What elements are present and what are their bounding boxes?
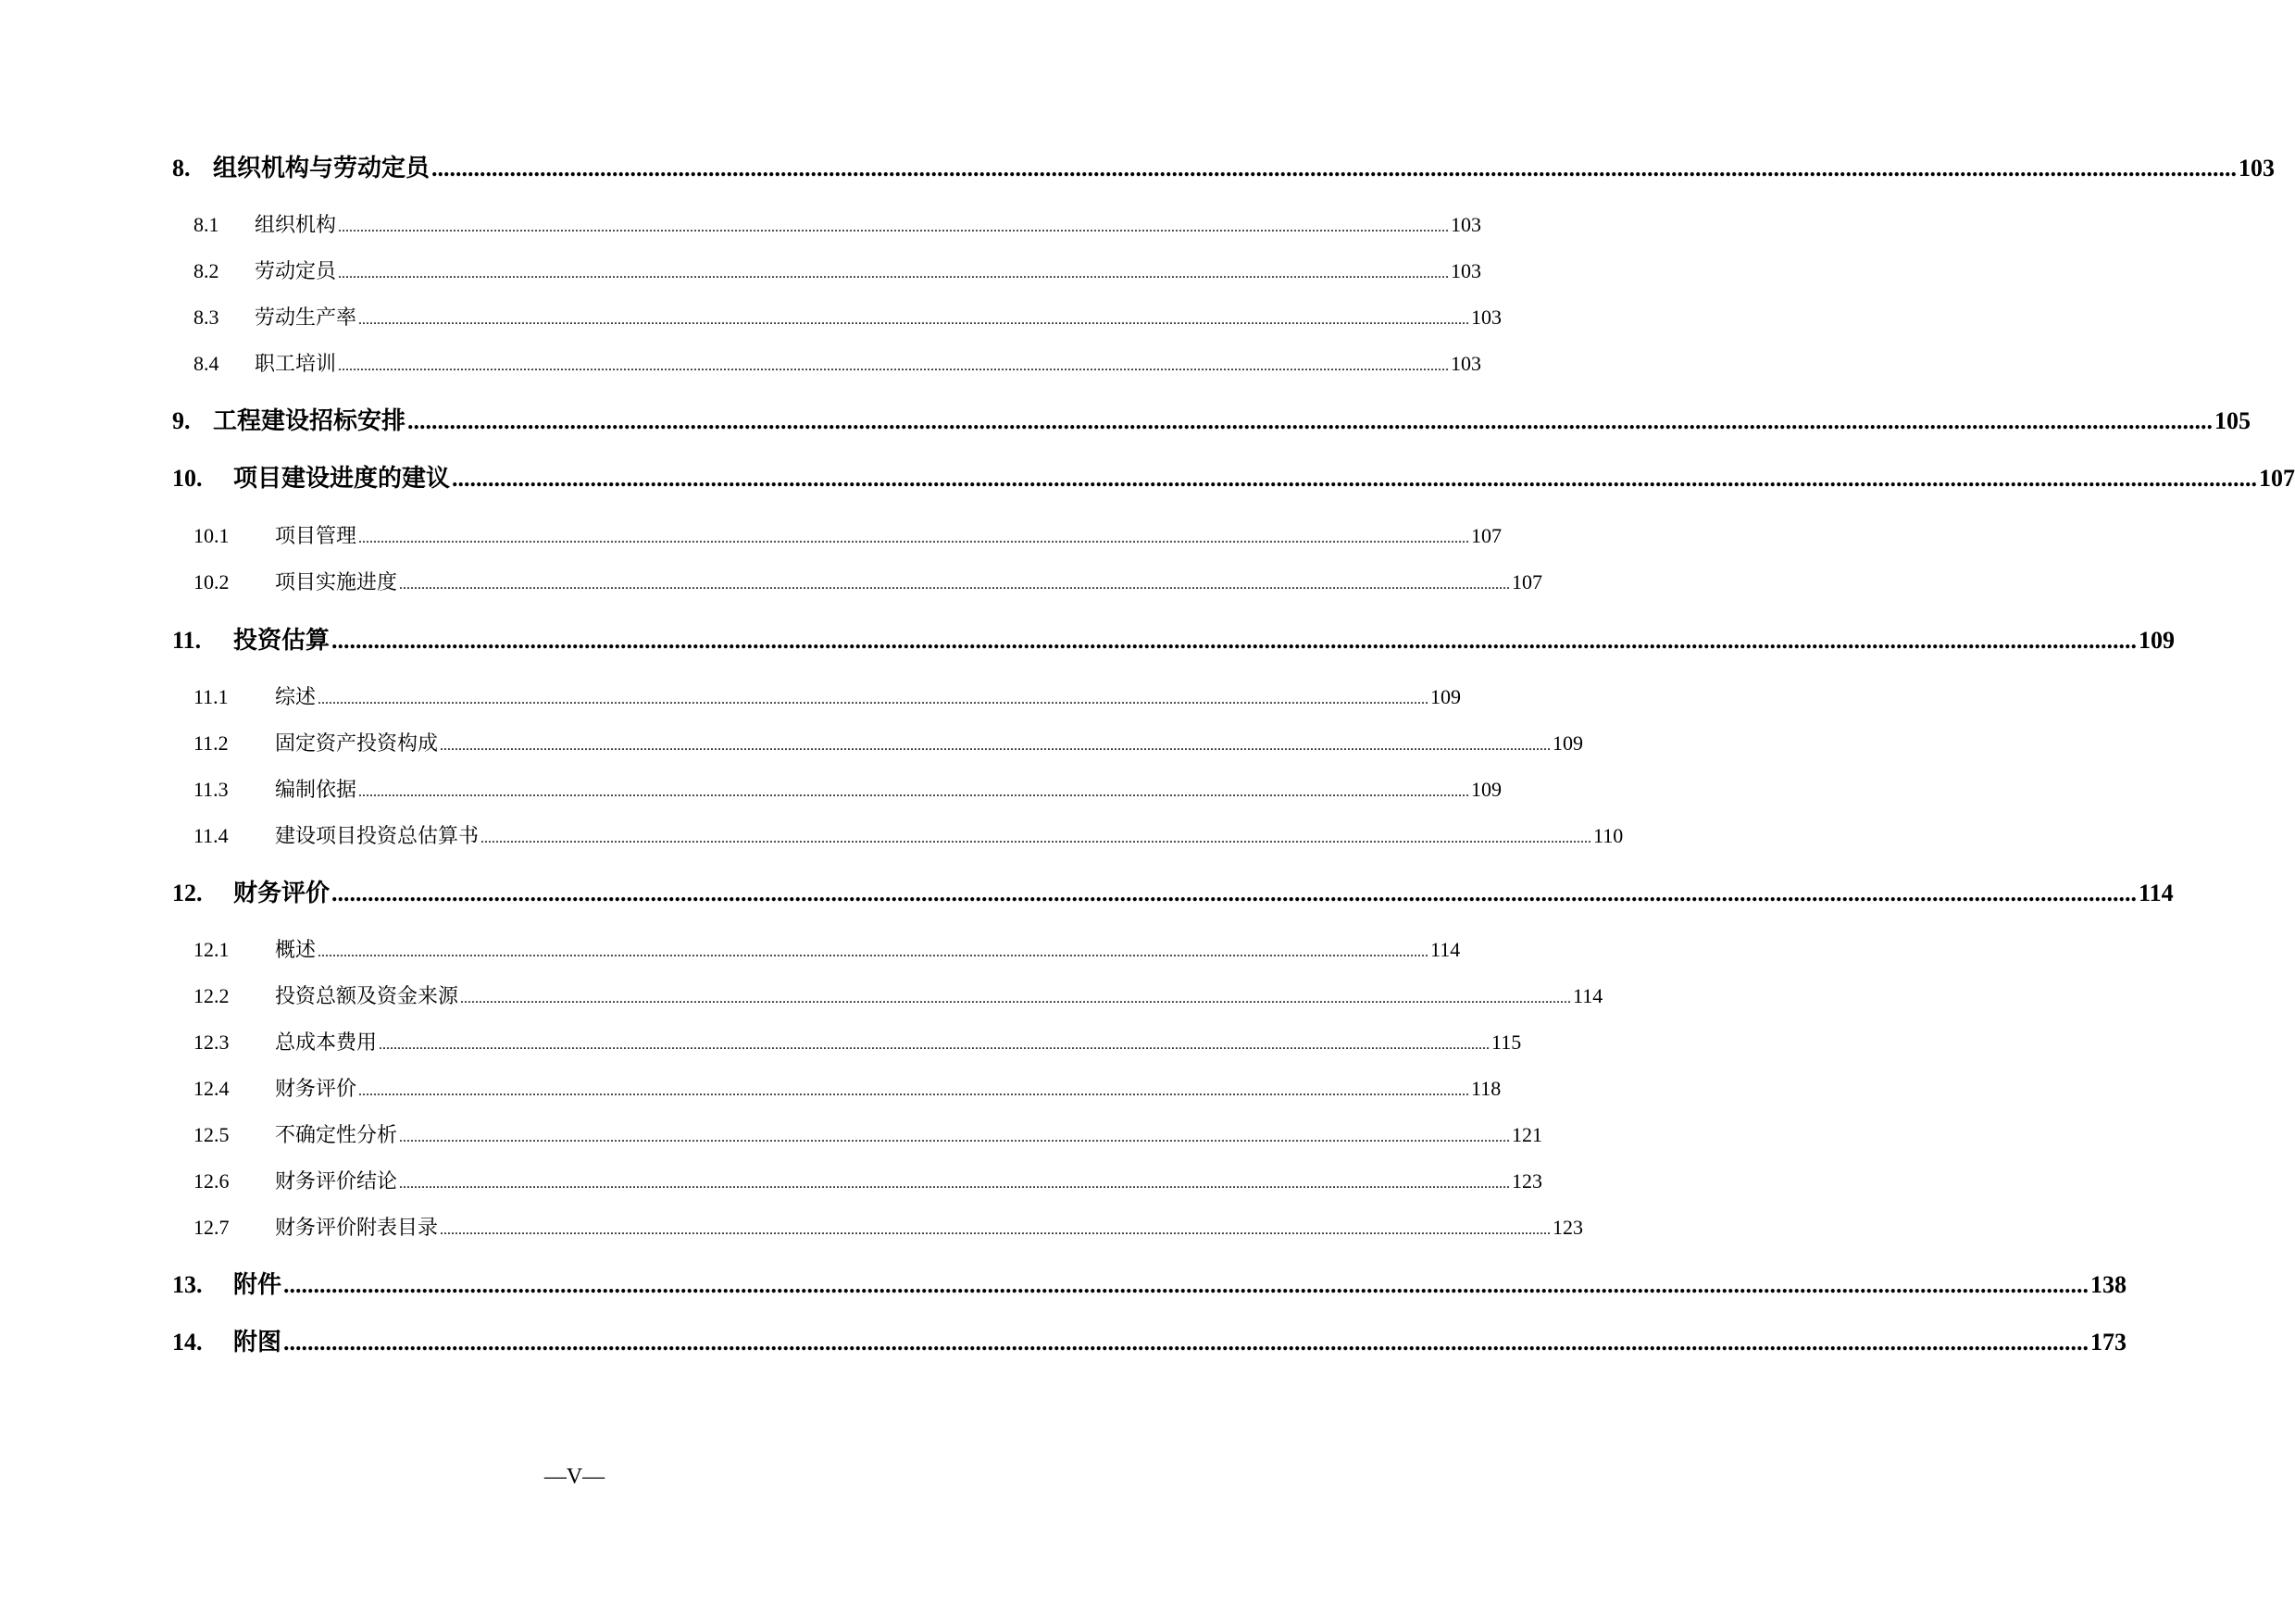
toc-entry-title: 附件 — [233, 1271, 282, 1298]
toc-entry-page-number: 109 — [2139, 627, 2176, 654]
toc-entry-page-number: 115 — [1491, 1031, 1522, 1054]
toc-dot-leader: ............................................................................................................................................................................................................................................................................................................ — [399, 1130, 1511, 1145]
toc-entry-page-number: 173 — [2090, 1329, 2127, 1355]
toc-dot-leader: ............................................................................................................................................................................................................................................................................................................ — [318, 692, 1429, 707]
toc-entry-title: 固定资产投资构成 — [275, 731, 439, 755]
toc-dot-leader: ............................................................................................................................................................................................................................................................................................................ — [440, 1222, 1552, 1238]
page-number-footer: —V— — [543, 1465, 605, 1489]
toc-entry-number: 13. — [172, 1271, 203, 1298]
toc-entry-number: 12.7 — [193, 1216, 230, 1239]
toc-chapter-entry[interactable] — [172, 625, 2176, 656]
toc-entry-title: 项目管理 — [275, 524, 357, 547]
toc-dot-leader: ............................................................................................................................................................................................................................................................................................................ — [431, 155, 2238, 181]
toc-entry-number: 11.1 — [193, 685, 229, 708]
toc-entry-number: 12.6 — [193, 1169, 230, 1193]
toc-entry-page-number: 103 — [2239, 155, 2276, 181]
toc-section-entry[interactable] — [193, 568, 1543, 596]
toc-dot-leader: ............................................................................................................................................................................................................................................................................................................ — [358, 784, 1470, 800]
toc-entry-number: 12.4 — [193, 1077, 230, 1100]
toc-section-entry[interactable] — [193, 350, 1482, 378]
toc-entry-number: 12.3 — [193, 1031, 230, 1054]
toc-dot-leader: ............................................................................................................................................................................................................................................................................................................ — [331, 880, 2138, 906]
toc-entry-title: 财务评价结论 — [275, 1169, 398, 1193]
toc-entry-title: 综述 — [275, 685, 317, 708]
toc-entry-page-number: 109 — [1471, 778, 1503, 801]
toc-entry-title: 编制依据 — [275, 778, 357, 801]
toc-dot-leader: ............................................................................................................................................................................................................................................................................................................ — [452, 465, 2258, 492]
toc-entry-title: 财务评价 — [233, 880, 331, 906]
toc-dot-leader: ............................................................................................................................................................................................................................................................................................................ — [407, 407, 2214, 434]
toc-chapter-entry[interactable] — [172, 1269, 2127, 1301]
toc-entry-number: 10.1 — [193, 524, 230, 547]
toc-entry-number: 10.2 — [193, 570, 230, 593]
toc-dot-leader: ............................................................................................................................................................................................................................................................................................................ — [399, 1176, 1511, 1192]
toc-section-entry[interactable] — [193, 683, 1462, 711]
toc-dot-leader: ............................................................................................................................................................................................................................................................................................................ — [379, 1037, 1491, 1053]
toc-entry-title: 附图 — [233, 1329, 282, 1355]
toc-section-entry[interactable] — [193, 982, 1603, 1010]
toc-entry-title: 投资总额及资金来源 — [275, 984, 459, 1007]
toc-chapter-entry[interactable] — [172, 153, 2276, 184]
toc-entry-number: 8. — [172, 155, 191, 181]
toc-chapter-entry[interactable] — [172, 406, 2251, 437]
toc-entry-title: 财务评价附表目录 — [275, 1216, 439, 1239]
toc-entry-page-number: 107 — [2259, 465, 2295, 492]
toc-entry-page-number: 103 — [1451, 213, 1482, 236]
toc-section-entry[interactable] — [193, 257, 1482, 285]
toc-dot-leader: ............................................................................................................................................................................................................................................................................................................ — [358, 531, 1470, 546]
toc-entry-number: 10. — [172, 465, 203, 492]
toc-entry-number: 12. — [172, 880, 203, 906]
toc-dot-leader: ............................................................................................................................................................................................................................................................................................................ — [338, 219, 1450, 235]
toc-entry-page-number: 109 — [1430, 685, 1462, 708]
toc-dot-leader: ............................................................................................................................................................................................................................................................................................................ — [318, 944, 1429, 960]
toc-section-entry[interactable] — [193, 1168, 1543, 1195]
toc-entry-page-number: 114 — [2139, 880, 2174, 906]
toc-entry-title: 项目实施进度 — [275, 570, 398, 593]
toc-section-entry[interactable] — [193, 1029, 1522, 1056]
toc-dot-leader: ............................................................................................................................................................................................................................................................................................................ — [358, 312, 1470, 328]
toc-entry-page-number: 107 — [1512, 570, 1543, 593]
toc-entry-title: 项目建设进度的建议 — [233, 465, 451, 492]
toc-entry-page-number: 103 — [1471, 306, 1503, 329]
toc-entry-title: 投资估算 — [233, 627, 331, 654]
toc-entry-page-number: 110 — [1593, 824, 1624, 847]
toc-entry-number: 11.2 — [193, 731, 229, 755]
toc-section-entry[interactable] — [193, 1075, 1502, 1103]
toc-entry-page-number: 105 — [2214, 407, 2251, 434]
toc-section-entry[interactable] — [193, 304, 1503, 331]
toc-section-entry[interactable] — [193, 936, 1461, 964]
toc-section-entry[interactable] — [193, 1121, 1543, 1149]
toc-entry-page-number: 103 — [1451, 352, 1482, 375]
toc-dot-leader: ............................................................................................................................................................................................................................................................................................................ — [358, 1083, 1470, 1099]
toc-entry-title: 概述 — [275, 938, 317, 961]
toc-entry-page-number: 114 — [1430, 938, 1461, 961]
toc-entry-title: 财务评价 — [275, 1077, 357, 1100]
toc-section-entry[interactable] — [193, 1214, 1584, 1242]
toc-chapter-entry[interactable] — [172, 1327, 2127, 1358]
toc-dot-leader: ............................................................................................................................................................................................................................................................................................................ — [331, 627, 2138, 654]
toc-section-entry[interactable] — [193, 822, 1624, 850]
toc-entry-page-number: 123 — [1512, 1169, 1543, 1193]
toc-entry-page-number: 114 — [1573, 984, 1603, 1007]
toc-dot-leader: ............................................................................................................................................................................................................................................................................................................ — [480, 831, 1592, 846]
toc-section-entry[interactable] — [193, 522, 1503, 550]
toc-dot-leader: ............................................................................................................................................................................................................................................................................................................ — [283, 1329, 2089, 1355]
toc-entry-number: 12.1 — [193, 938, 230, 961]
toc-entry-number: 12.2 — [193, 984, 230, 1007]
toc-dot-leader: ............................................................................................................................................................................................................................................................................................................ — [338, 358, 1450, 374]
toc-dot-leader: ............................................................................................................................................................................................................................................................................................................ — [338, 266, 1450, 281]
toc-entry-title: 组织机构与劳动定员 — [213, 155, 430, 181]
toc-entry-title: 工程建设招标安排 — [213, 407, 406, 434]
toc-entry-title: 劳动生产率 — [255, 306, 357, 329]
toc-entry-page-number: 103 — [1451, 259, 1482, 282]
toc-section-entry[interactable] — [193, 211, 1482, 239]
toc-entry-title: 不确定性分析 — [275, 1123, 398, 1146]
toc-dot-leader: ............................................................................................................................................................................................................................................................................................................ — [283, 1271, 2089, 1298]
toc-dot-leader: ............................................................................................................................................................................................................................................................................................................ — [440, 738, 1552, 754]
toc-dot-leader: ............................................................................................................................................................................................................................................................................................................ — [399, 577, 1511, 593]
toc-entry-title: 职工培训 — [255, 352, 337, 375]
toc-entry-title: 组织机构 — [255, 213, 337, 236]
toc-entry-number: 11. — [172, 627, 202, 654]
toc-entry-number: 9. — [172, 407, 191, 434]
toc-entry-number: 8.2 — [193, 259, 219, 282]
toc-entry-number: 8.1 — [193, 213, 219, 236]
toc-entry-page-number: 109 — [1553, 731, 1584, 755]
toc-section-entry[interactable] — [193, 730, 1584, 757]
toc-chapter-entry[interactable] — [172, 878, 2174, 909]
toc-entry-page-number: 138 — [2090, 1271, 2127, 1298]
toc-entry-page-number: 123 — [1553, 1216, 1584, 1239]
toc-section-entry[interactable] — [193, 776, 1503, 804]
toc-entry-number: 8.3 — [193, 306, 219, 329]
toc-entry-title: 总成本费用 — [275, 1031, 378, 1054]
toc-entry-number: 14. — [172, 1329, 203, 1355]
toc-entry-page-number: 121 — [1512, 1123, 1543, 1146]
toc-entry-number: 11.3 — [193, 778, 229, 801]
toc-entry-number: 8.4 — [193, 352, 219, 375]
toc-entry-title: 建设项目投资总估算书 — [275, 824, 480, 847]
toc-chapter-entry[interactable] — [172, 463, 2295, 494]
toc-dot-leader: ............................................................................................................................................................................................................................................................................................................ — [460, 991, 1572, 1006]
toc-entry-title: 劳动定员 — [255, 259, 337, 282]
toc-entry-page-number: 118 — [1471, 1077, 1502, 1100]
toc-entry-page-number: 107 — [1471, 524, 1503, 547]
toc-entry-number: 12.5 — [193, 1123, 230, 1146]
toc-entry-number: 11.4 — [193, 824, 229, 847]
